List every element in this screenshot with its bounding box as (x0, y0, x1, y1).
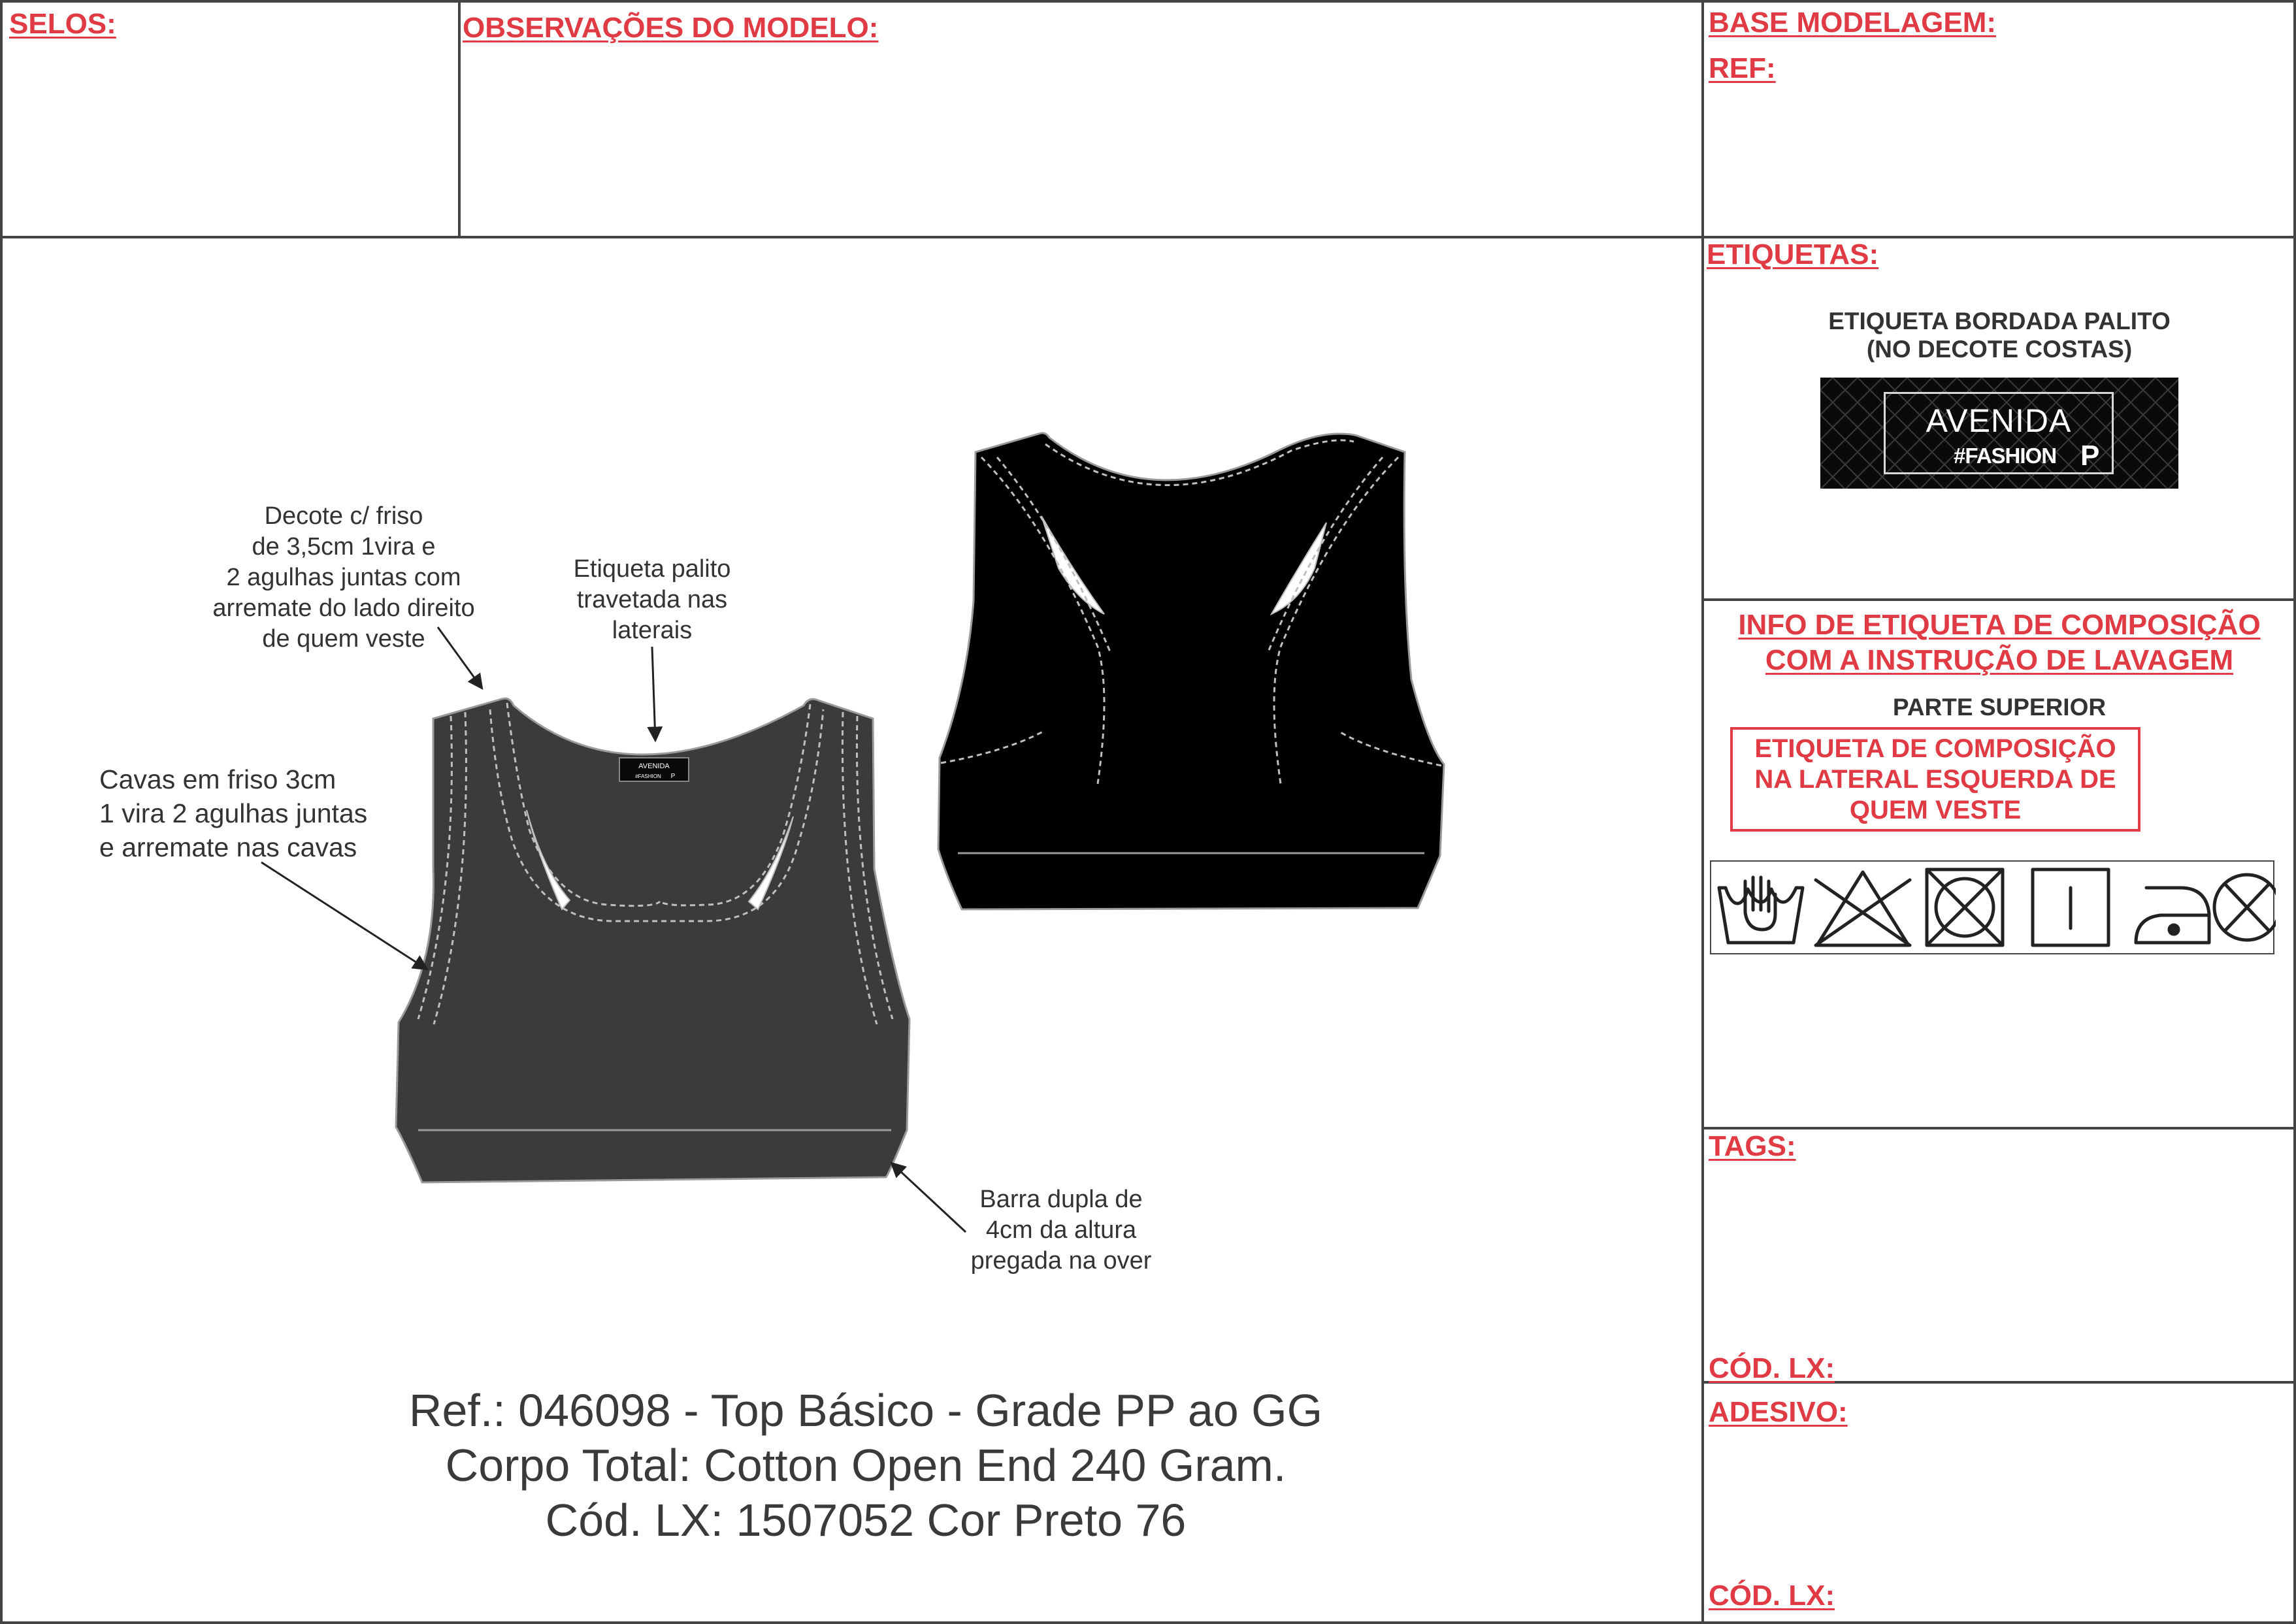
front-view (396, 698, 910, 1182)
product-line3: Cód. LX: 1507052 Cor Preto 76 (545, 1495, 1187, 1546)
back-view (938, 433, 1444, 909)
front-mini-label-brand: AVENIDA (638, 762, 670, 770)
patch-size: P (2080, 440, 2100, 472)
base-modelagem-header: BASE MODELAGEM: (1709, 7, 1996, 39)
product-reference (248, 1383, 1483, 1548)
composition-box (1730, 727, 2140, 832)
care-icon-strip (1710, 860, 2274, 954)
cod-lx-adesivo-header: CÓD. LX: (1709, 1580, 1835, 1612)
care-icons-svg (1711, 862, 2276, 956)
composition-info-line1: INFO DE ETIQUETA DE COMPOSIÇÃO (1738, 609, 2261, 641)
no-dry-clean-icon (2214, 875, 2276, 940)
iron-low-icon (2136, 888, 2209, 943)
selos-header: SELOS: (9, 8, 116, 40)
upper-part-label: PARTE SUPERIOR (1892, 694, 2107, 721)
composition-info-title (1707, 608, 2292, 678)
arrow-etiqueta-palito (652, 647, 655, 741)
embroidered-label-title-line1: ETIQUETA BORDADA PALITO (1828, 308, 2171, 334)
annotation-decote: Decote c/ friso de 3,5cm 1vira e 2 agulhas juntas com arremate do lado direito de quem veste (212, 502, 475, 653)
observacoes-header: OBSERVAÇÕES DO MODELO: (463, 12, 879, 44)
embroidered-label-title (1764, 307, 2235, 363)
line-dry-icon (2033, 869, 2108, 945)
tags-header: TAGS: (1709, 1130, 1796, 1162)
product-line2: Corpo Total: Cotton Open End 240 Gram. (445, 1440, 1287, 1491)
brand-label-patch (1820, 378, 2178, 489)
annotation-barra: Barra dupla de 4cm da altura pregada na over (970, 1186, 1152, 1275)
composition-box-text: ETIQUETA DE COMPOSIÇÃO NA LATERAL ESQUERDA DE QUEM VESTE (1754, 734, 2116, 824)
annotation-etiqueta-palito: Etiqueta palito travetada nas laterais (573, 555, 731, 644)
composition-info-line2: COM A INSTRUÇÃO DE LAVAGEM (1765, 644, 2234, 676)
etiquetas-header: ETIQUETAS: (1707, 238, 1879, 270)
embroidered-label-title-line2: (NO DECOTE COSTAS) (1866, 336, 2133, 363)
product-line1: Ref.: 046098 - Top Básico - Grade PP ao GG (408, 1385, 1323, 1436)
no-tumble-dry-icon (1927, 869, 2003, 945)
arrow-cavas (261, 862, 427, 969)
front-mini-label-size: P (670, 773, 676, 780)
patch-border (1884, 392, 2114, 474)
back-body (938, 433, 1444, 909)
adesivo-header: ADESIVO: (1709, 1396, 1848, 1428)
no-bleach-icon (1816, 872, 1910, 945)
patch-hashtag: #FASHION (1954, 444, 2057, 468)
cod-lx-tags-header: CÓD. LX: (1709, 1352, 1835, 1384)
ref-header: REF: (1709, 52, 1776, 84)
front-mini-label-tag: #FASHION (635, 773, 661, 779)
annotation-cavas: Cavas em friso 3cm 1 vira 2 agulhas juntas e arremate nas cavas (99, 764, 368, 862)
hand-wash-icon (1719, 877, 1803, 943)
patch-brand: AVENIDA (1926, 402, 2072, 439)
